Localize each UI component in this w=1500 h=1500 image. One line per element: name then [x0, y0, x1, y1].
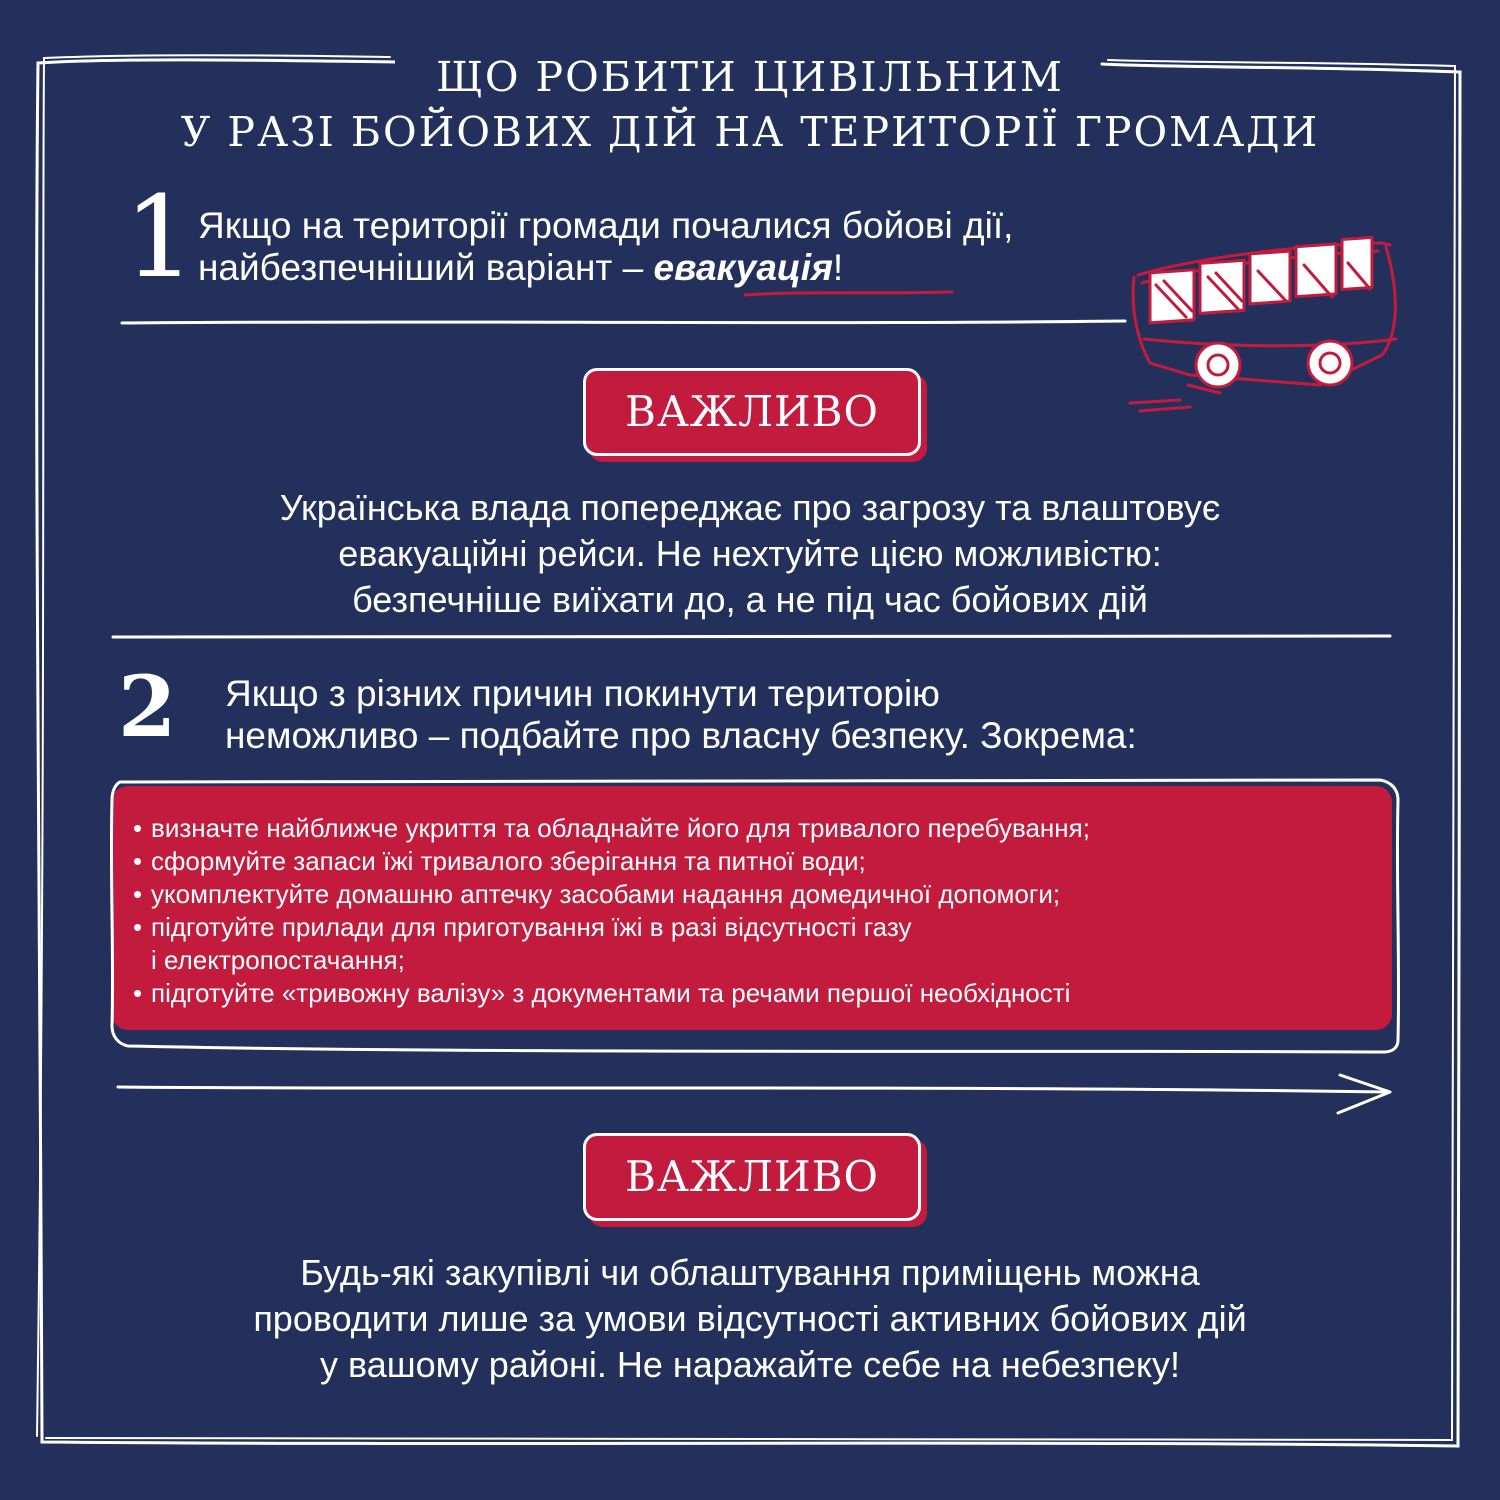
- step-2-number: 2: [118, 657, 177, 756]
- important-badge-2: ВАЖЛИВО: [583, 1133, 921, 1221]
- title-line-1: ЩО РОБИТИ ЦИВІЛЬНИМ: [436, 53, 1064, 101]
- list-item: • укомплектуйте домашню аптечку засобами надання домедичної допомоги;: [133, 879, 1061, 909]
- list-item: • підготуйте «тривожну валізу» з документами та речами першої необхідності: [133, 978, 1071, 1008]
- evacuation-emphasis: евакуація: [653, 247, 833, 288]
- important-2-line-1: Будь-які закупівлі чи облаштування приміщень можна: [300, 1252, 1200, 1293]
- title-line-2: У РАЗІ БОЙОВИХ ДІЙ НА ТЕРИТОРІЇ ГРОМАДИ: [180, 108, 1320, 156]
- checklist: [133, 812, 1090, 1010]
- important-2-line-2: проводити лише за умови відсутності активних бойових дій: [253, 1298, 1247, 1339]
- important-1-line-2: евакуаційні рейси. Не нехтуйте цією можливістю:: [338, 533, 1162, 574]
- list-item: • сформуйте запаси їжі тривалого зберігання та питної води;: [133, 846, 866, 876]
- step-2-line-1: Якщо з різних причин покинути територію: [225, 673, 940, 714]
- step-1-line-2-suffix: !: [832, 247, 844, 288]
- important-2-line-3: у вашому районі. Не наражайте себе на небезпеку!: [319, 1344, 1181, 1385]
- list-item: • підготуйте прилади для приготування їжі в разі відсутності газу і електропостачання;: [133, 911, 1090, 977]
- important-1-line-3: безпечніше виїхати до, а не під час бойових дій: [352, 579, 1148, 620]
- important-1-line-1: Українська влада попереджає про загрозу та влаштовує: [279, 487, 1221, 528]
- step-2-line-2: неможливо – подбайте про власну безпеку. Зокрема:: [225, 715, 1137, 756]
- important-badge-1: ВАЖЛИВО: [583, 368, 921, 456]
- important-text-2: [0, 1250, 1500, 1388]
- list-item: • визначте найближче укриття та обладнайте його для тривалого перебування;: [133, 813, 1090, 843]
- step-1-line-1: Якщо на території громади почалися бойові дії,: [198, 205, 1014, 246]
- list-item-continuation: і електропостачання;: [151, 945, 405, 975]
- step-1-line-2-prefix: найбезпечніший варіант –: [198, 247, 654, 288]
- step-1-number: 1: [124, 173, 196, 303]
